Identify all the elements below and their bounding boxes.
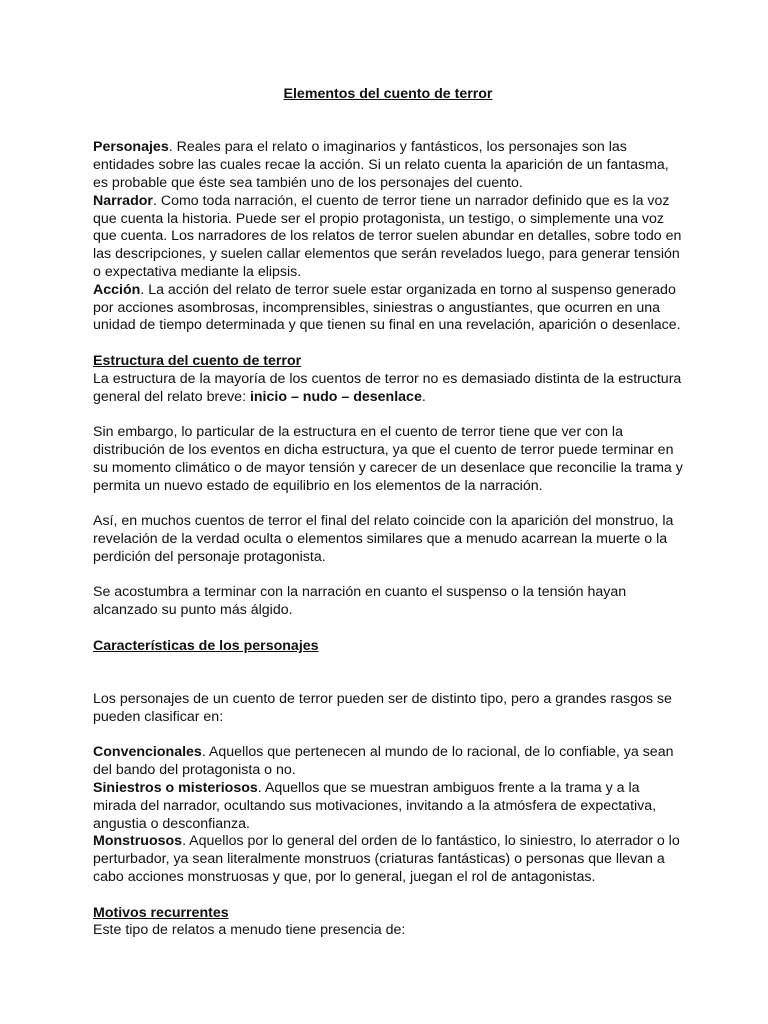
paragraph-monstruosos	[93, 833, 683, 886]
term-narrador: Narrador	[93, 192, 153, 209]
term-monstruosos: Monstruosos	[93, 833, 183, 850]
term-personajes: Personajes	[93, 139, 169, 156]
term-siniestros: Siniestros o misteriosos	[93, 780, 258, 797]
heading-estructura: Estructura del cuento de terror	[93, 352, 302, 369]
spacer	[93, 656, 683, 692]
paragraph-accion	[93, 282, 683, 335]
spacer	[93, 567, 683, 585]
paragraph-convencionales	[93, 744, 683, 780]
estructura-bold-sequence: inicio – nudo – desenlace	[249, 388, 422, 405]
paragraph-narrador	[93, 193, 683, 282]
spacer	[93, 122, 683, 140]
heading-caracteristicas: Características de los personajes	[93, 637, 319, 654]
text-siniestros: . Aquellos que se muestran ambiguos frente a la trama y a la mirada del narrador, ocultando sus motivaciones, invitando a la atmósfera de expectativa, angustia o desconfianza.	[93, 780, 657, 832]
heading-motivos: Motivos recurrentes	[93, 904, 229, 921]
spacer	[93, 727, 683, 745]
estructura-text-after: .	[421, 388, 426, 405]
paragraph-personajes	[93, 139, 683, 192]
spacer	[93, 406, 683, 424]
paragraph-caracteristicas-intro: Los personajes de un cuento de terror pueden ser de distinto tipo, pero a grandes rasgos se pueden clasificar en:	[93, 691, 672, 725]
paragraph-estructura-3: Así, en muchos cuentos de terror el final del relato coincide con la aparición del monstruo, la revelación de la verdad oculta o elementos similares que a menudo acarrean la muerte o la perdición del personaje protagonista.	[93, 513, 674, 565]
paragraph-estructura-2: Sin embargo, lo particular de la estructura en el cuento de terror tiene que ver con la distribución de los eventos en dicha estructura, ya que el cuento de terror puede terminar en su momento climático o de mayor tensión y carecer de un desenlace que reconcilie la trama y permita un nuevo estado de equilibrio en los elementos de la narración.	[93, 424, 683, 494]
text-narrador: . Como toda narración, el cuento de terror tiene un narrador definido que es la voz que cuenta la historia. Puede ser el propio protagonista, un testigo, o simplemente una voz que cuenta. Los narradores de los relatos de terror suelen abundar en detalles, sobre todo en las descripciones, y suelen callar elementos que serán revelados luego, para generar tensión o expectativa mediante la elipsis.	[93, 192, 682, 280]
text-personajes: . Reales para el relato o imaginarios y fantásticos, los personajes son las entidades sobre las cuales recae la acción. Si un relato cuenta la aparición de un fantasma, es probable que éste sea también uno de los personajes del cuento.	[93, 139, 669, 191]
paragraph-siniestros	[93, 780, 683, 833]
estructura-text-before: La estructura de la mayoría de los cuentos de terror no es demasiado distinta de la estructura general del relato breve:	[93, 370, 682, 405]
spacer	[93, 887, 683, 905]
term-convencionales: Convencionales	[93, 744, 202, 761]
document-page	[93, 86, 683, 940]
text-convencionales: . Aquellos que pertenecen al mundo de lo racional, de lo confiable, ya sean del bando del protagonista o no.	[93, 744, 674, 779]
paragraph-estructura-1	[93, 371, 683, 407]
spacer	[93, 335, 683, 353]
document-title: Elementos del cuento de terror	[283, 86, 493, 102]
text-accion: . La acción del relato de terror suele estar organizada en torno al suspenso generado por acciones asombrosas, incomprensibles, siniestras o angustiantes, que ocurren en una unidad de tiempo determinada y que tienen su final en una revelación, aparición o desenlace.	[93, 281, 681, 334]
paragraph-estructura-4: Se acostumbra a terminar con la narración en cuanto el suspenso o la tensión hayan alcanzado su punto más álgido.	[93, 584, 627, 619]
spacer	[93, 495, 683, 513]
text-monstruosos: . Aquellos por lo general del orden de lo fantástico, lo siniestro, lo aterrador o lo perturbador, ya sean literalmente monstruos (criaturas fantásticas) o personas que llevan a cabo acciones monstruosas y que, por lo general, juegan el rol de antagonistas.	[93, 833, 680, 886]
term-accion: Acción	[93, 281, 141, 298]
paragraph-motivos-intro: Este tipo de relatos a menudo tiene presencia de:	[93, 922, 406, 939]
spacer	[93, 620, 683, 638]
